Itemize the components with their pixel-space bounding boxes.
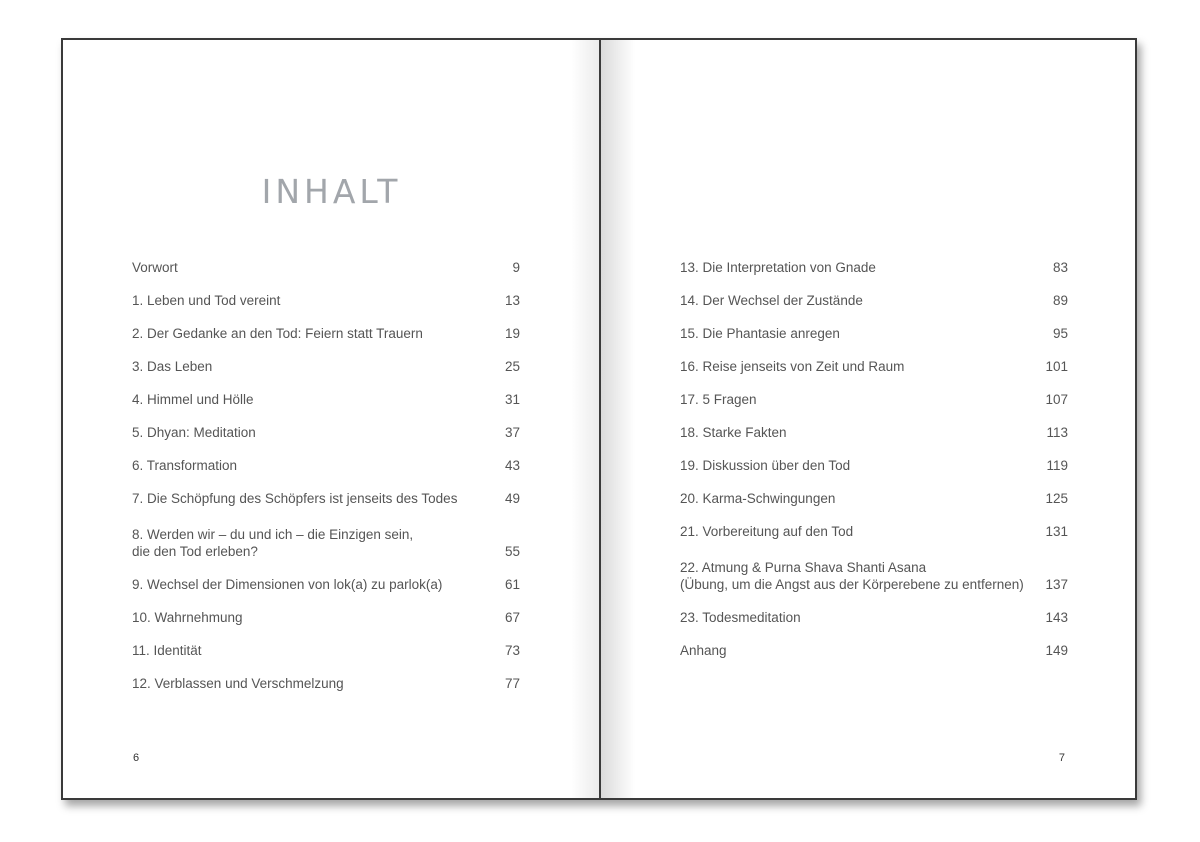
toc-entry xyxy=(132,642,520,659)
toc-entry-page: 137 xyxy=(1045,577,1068,592)
toc-entry xyxy=(132,457,520,474)
toc-entry-page: 149 xyxy=(1045,643,1068,658)
toc-entry xyxy=(680,609,1068,626)
left-page xyxy=(63,40,600,798)
toc-entry-page: 9 xyxy=(512,260,520,275)
toc-entry-page: 83 xyxy=(1052,260,1068,275)
toc-entry-title: 6. Transformation xyxy=(132,458,238,473)
toc-entry-page: 31 xyxy=(504,392,520,407)
toc-entry-page: 119 xyxy=(1046,458,1068,473)
book-gutter xyxy=(599,40,601,798)
toc-entry xyxy=(680,325,1068,342)
toc-entry-title: 18. Starke Fakten xyxy=(680,425,787,440)
toc-entry-page: 13 xyxy=(504,293,520,308)
toc-entry xyxy=(132,609,520,626)
gutter-shadow-right xyxy=(601,40,635,798)
toc-entry-title: 11. Identität xyxy=(132,643,202,658)
toc-entry-page: 143 xyxy=(1045,610,1068,625)
toc-entry-title: 15. Die Phantasie anregen xyxy=(680,326,840,341)
toc-entry xyxy=(132,325,520,342)
toc-entry xyxy=(680,259,1068,276)
toc-entry-page: 55 xyxy=(504,544,520,559)
toc-entry-page: 19 xyxy=(504,326,520,341)
toc-entry xyxy=(680,424,1068,441)
toc-entry-title: 3. Das Leben xyxy=(132,359,213,374)
toc-entry xyxy=(132,526,520,560)
toc-entry-page: 25 xyxy=(504,359,520,374)
toc-list-right xyxy=(680,259,1068,659)
toc-entry-title: 13. Die Interpretation von Gnade xyxy=(680,260,876,275)
toc-entry-title: 14. Der Wechsel der Zustände xyxy=(680,293,863,308)
toc-entry xyxy=(132,292,520,309)
book-spread xyxy=(61,38,1137,800)
toc-entry-title: 17. 5 Fragen xyxy=(680,392,757,407)
toc-entry xyxy=(132,259,520,276)
toc-entry xyxy=(132,576,520,593)
toc-entry-title: 10. Wahrnehmung xyxy=(132,610,243,625)
toc-entry xyxy=(680,642,1068,659)
page-title: INHALT xyxy=(261,172,402,212)
toc-entry-page: 77 xyxy=(504,676,520,691)
toc-entry xyxy=(680,559,1068,593)
toc-entry xyxy=(680,292,1068,309)
toc-entry xyxy=(132,358,520,375)
toc-entry xyxy=(680,457,1068,474)
toc-entry-title: 19. Diskussion über den Tod xyxy=(680,458,851,473)
toc-entry-title: 22. Atmung & Purna Shava Shanti Asana (Übung, um die Angst aus der Körperebene zu entfernen) xyxy=(680,560,1024,592)
toc-entry xyxy=(132,391,520,408)
toc-entry-title: Anhang xyxy=(680,643,727,658)
toc-entry xyxy=(680,391,1068,408)
gutter-shadow-left xyxy=(571,40,599,798)
toc-list-left xyxy=(132,259,520,692)
toc-entry-page: 61 xyxy=(504,577,520,592)
toc-entry xyxy=(132,675,520,692)
toc-entry-title: 1. Leben und Tod vereint xyxy=(132,293,281,308)
toc-entry-title: 12. Verblassen und Verschmelzung xyxy=(132,676,344,691)
toc-entry-page: 67 xyxy=(504,610,520,625)
toc-entry xyxy=(680,490,1068,507)
toc-entry-title: 2. Der Gedanke an den Tod: Feiern statt Trauern xyxy=(132,326,423,341)
toc-entry-page: 43 xyxy=(504,458,520,473)
toc-entry-title: 23. Todesmeditation xyxy=(680,610,801,625)
toc-entry-title: 4. Himmel und Hölle xyxy=(132,392,254,407)
toc-entry-title: 7. Die Schöpfung des Schöpfers ist jenseits des Todes xyxy=(132,491,458,506)
toc-entry-page: 89 xyxy=(1052,293,1068,308)
toc-entry xyxy=(132,490,520,507)
toc-entry-page: 101 xyxy=(1045,359,1068,374)
toc-entry-page: 113 xyxy=(1046,425,1068,440)
toc-entry-page: 49 xyxy=(504,491,520,506)
toc-entry-title: Vorwort xyxy=(132,260,178,275)
toc-entry-title: 8. Werden wir – du und ich – die Einzigen sein, die den Tod erleben? xyxy=(132,527,414,559)
page-number-right: 7 xyxy=(1058,752,1065,764)
toc-entry-title: 5. Dhyan: Meditation xyxy=(132,425,256,440)
toc-entry-title: 9. Wechsel der Dimensionen von lok(a) zu parlok(a) xyxy=(132,577,443,592)
toc-entry-page: 37 xyxy=(504,425,520,440)
toc-entry-title: 16. Reise jenseits von Zeit und Raum xyxy=(680,359,905,374)
right-page xyxy=(600,40,1135,798)
toc-entry-title: 20. Karma-Schwingungen xyxy=(680,491,836,506)
toc-entry xyxy=(680,523,1068,540)
toc-entry-page: 73 xyxy=(504,643,520,658)
toc-entry xyxy=(680,358,1068,375)
toc-entry-page: 125 xyxy=(1045,491,1068,506)
toc-entry-page: 131 xyxy=(1045,524,1068,539)
toc-entry-page: 107 xyxy=(1045,392,1068,407)
toc-entry xyxy=(132,424,520,441)
toc-entry-title: 21. Vorbereitung auf den Tod xyxy=(680,524,854,539)
page-number-left: 6 xyxy=(133,752,140,764)
toc-entry-page: 95 xyxy=(1052,326,1068,341)
